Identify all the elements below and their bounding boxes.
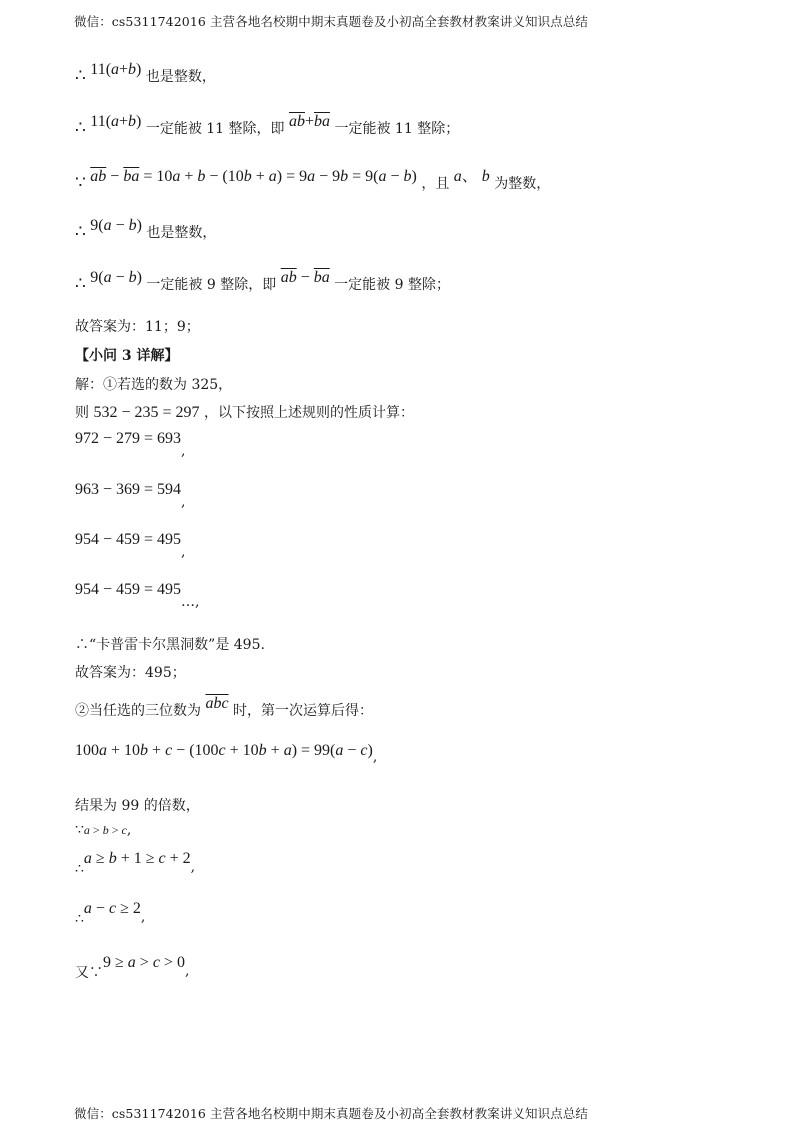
formula-11-a-plus-b: 11(a+b) <box>90 61 142 78</box>
therefore-symbol: ∴ <box>75 274 86 294</box>
line-5-text-1: 一定能被 9 整除，即 <box>146 277 277 293</box>
then-line <box>75 402 414 422</box>
formula-first-operation: 100a + 10b + c − (100c + 10b + a) = 99(a − c) <box>75 742 373 759</box>
formula-abc: $\overline{abc}$ <box>205 695 229 712</box>
because-order-line: ∵a > b > c, <box>75 822 132 838</box>
formula-a-ge-b-plus-1: a ≥ b + 1 ≥ c + 2 <box>83 850 191 867</box>
vars-a-b: a、 b <box>453 168 490 185</box>
line-3-text-2: 为整数， <box>494 176 551 192</box>
then-suffix: ，以下按照上述规则的性质计算： <box>203 405 414 421</box>
line-2-text-2: 一定能被 11 整除； <box>334 121 460 137</box>
equation-972-279: 972 − 279 = 693 <box>75 430 182 447</box>
answer-1: 故答案为：11；9； <box>75 319 200 335</box>
solution-intro: 解：①若选的数为 325， <box>75 377 233 393</box>
equation-2-line: 963 − 369 = 594, <box>75 481 186 510</box>
again-because-line: 又∵9 ≥ a > c > 0, <box>75 954 190 981</box>
section-title-q3: 【小问 3 详解】 <box>75 348 179 364</box>
line-1 <box>75 61 216 86</box>
therefore-symbol: ∴ <box>75 861 84 877</box>
therefore-symbol: ∴ <box>75 118 86 138</box>
formula-a-minus-c-ge-2: a − c ≥ 2 <box>83 900 141 917</box>
equation-4-line <box>75 581 200 610</box>
page-footer: 微信：cs5311742016 主营各地名校期中期末真题卷及小初高全套教材教案讲义知识点总结 <box>74 1106 589 1121</box>
therefore-symbol: ∴ <box>75 222 86 242</box>
formula-ab-minus-ba: $\overline{ab} - \overline{ba}$ <box>280 269 330 286</box>
black-hole-result: ∴“卡普雷卡尔黑洞数”是 495. <box>75 637 265 653</box>
equation-3-line: 954 − 459 = 495, <box>75 531 186 560</box>
line-2 <box>75 113 460 138</box>
line-3-text: ，且 <box>421 176 450 192</box>
formula-a-gt-b-gt-c: a > b > c <box>83 823 127 837</box>
because-symbol: ∵ <box>75 173 86 193</box>
therefore-ineq-1: ∴a ≥ b + 1 ≥ c + 2, <box>75 850 196 877</box>
equation-954-459-b: 954 − 459 = 495 <box>75 581 182 598</box>
equation-954-459-a: 954 − 459 = 495 <box>75 531 182 548</box>
because-symbol: ∵ <box>89 965 103 981</box>
operation-equation-line: 100a + 10b + c − (100c + 10b + a) = 99(a − c), <box>75 742 378 765</box>
case-2-prefix: ②当任选的三位数为 <box>75 703 201 719</box>
formula-ab-minus-ba-expansion: $\overline{ab} - \overline{ba} = 10a + b - (10b + a) = 9a - 9b = 9(a - b)$ <box>90 168 417 185</box>
line-1-text: 也是整数， <box>145 69 216 85</box>
line-4 <box>75 217 217 242</box>
case-2-line <box>75 695 374 720</box>
formula-9-a-minus-b: 9(a − b) <box>90 217 142 234</box>
formula-9-a-minus-b: 9(a − b) <box>90 269 142 286</box>
therefore-ineq-2: ∴a − c ≥ 2, <box>75 900 146 927</box>
line-3 <box>75 170 550 193</box>
line-5 <box>75 269 450 294</box>
again-text: 又 <box>75 965 89 981</box>
answer-2: 故答案为：495； <box>75 665 186 681</box>
formula-11-a-plus-b: 11(a+b) <box>90 113 142 130</box>
therefore-symbol: ∴ <box>75 66 86 86</box>
case-2-suffix: 时，第一次运算后得： <box>233 703 374 719</box>
page-header: 微信：cs5311742016 主营各地名校期中期末真题卷及小初高全套教材教案讲义知识点总结 <box>74 14 589 29</box>
multiple-99-line: 结果为 99 的倍数， <box>75 798 200 814</box>
formula-9-ge-a-gt-c-gt-0: 9 ≥ a > c > 0 <box>103 954 185 971</box>
equation-963-369: 963 − 369 = 594 <box>75 481 182 498</box>
ellipsis: …, <box>181 594 200 610</box>
equation-1-line: 972 − 279 = 693, <box>75 430 186 459</box>
line-5-text-2: 一定能被 9 整除； <box>334 277 450 293</box>
line-4-text: 也是整数， <box>146 225 217 241</box>
equation-532-235: 532 − 235 = 297 <box>93 404 200 421</box>
then-prefix: 则 <box>75 405 89 421</box>
formula-ab-plus-ba: $\overline{ab}+\overline{ba}$ <box>289 113 331 130</box>
because-symbol: ∵ <box>75 822 84 838</box>
line-2-text-1: 一定能被 11 整除，即 <box>145 121 285 137</box>
therefore-symbol: ∴ <box>75 911 84 927</box>
